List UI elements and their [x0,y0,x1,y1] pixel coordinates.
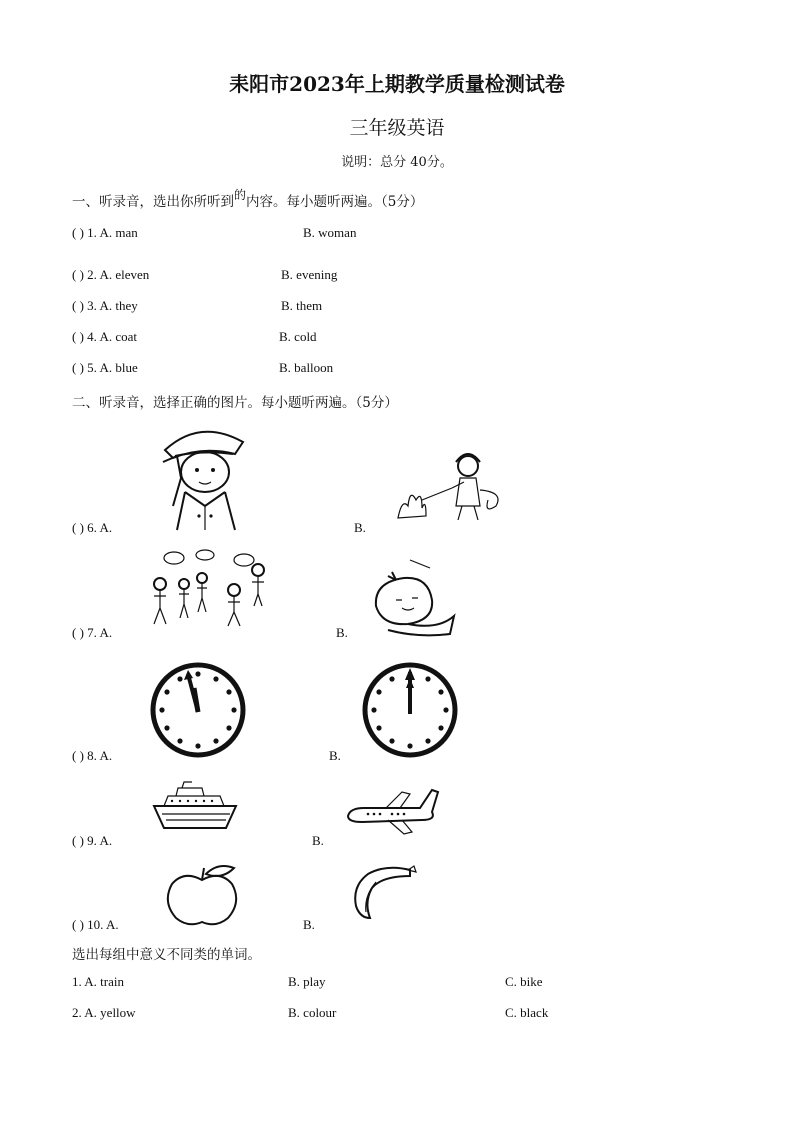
exam-note: 说明：总分 40分。 [341,155,453,170]
q1-option-b: B. woman [303,225,357,240]
exam-title: 耒阳市2023年上期教学质量检测试卷 [229,72,565,96]
ship-icon [150,780,240,832]
q6-option-b: B. [354,520,366,535]
q1-option-a: ( ) 1. A. man [72,225,138,240]
section1-heading [72,190,423,210]
firefighter-icon [392,448,510,526]
q5-option-b: B. balloon [279,360,334,375]
s3-q1-option-a: 1. A. train [72,974,124,989]
section3-heading: 选出每组中意义不同类的单词。 [72,947,261,963]
q7-option-b: B. [336,625,348,640]
q3-option-a: ( ) 3. A. they [72,298,138,313]
s3-q1-option-c: C. bike [505,974,543,989]
q10-option-b: B. [303,917,315,932]
q6-option-a: ( ) 6. A. [72,520,113,535]
q8-option-b: B. [329,748,341,763]
apple-icon [164,862,244,928]
s3-q2-option-a: 2. A. yellow [72,1005,136,1020]
s3-q2-option-b: B. colour [288,1005,337,1020]
q3-option-b: B. them [281,298,323,313]
section1-heading-part-a: 一、听录音，选出你所听到 [72,194,234,210]
children-greeting-icon [148,550,278,630]
q5-option-a: ( ) 5. A. blue [72,360,138,375]
airplane-icon [342,786,440,838]
q9-option-a: ( ) 9. A. [72,833,113,848]
section1-heading-part-b: 内容。每小题听两遍。（5分） [246,194,424,210]
clock-a-icon [150,662,246,758]
q7-option-a: ( ) 7. A. [72,625,113,640]
q4-option-a: ( ) 4. A. coat [72,329,137,344]
sleeping-character-icon [368,558,458,636]
s3-q1-option-b: B. play [288,974,326,989]
q4-option-b: B. cold [279,329,317,344]
police-officer-icon [155,420,250,532]
section1-heading-sup: 的 [234,188,247,202]
exam-subtitle: 三年级英语 [349,117,445,139]
clock-b-icon [362,662,458,758]
s3-q2-option-c: C. black [505,1005,549,1020]
q8-option-a: ( ) 8. A. [72,748,113,763]
q9-option-b: B. [312,833,324,848]
banana-icon [346,862,418,922]
section2-heading: 二、听录音，选择正确的图片。每小题听两遍。（5分） [72,395,398,411]
q2-option-a: ( ) 2. A. eleven [72,267,150,282]
q10-option-a: ( ) 10. A. [72,917,119,932]
q2-option-b: B. evening [281,267,338,282]
